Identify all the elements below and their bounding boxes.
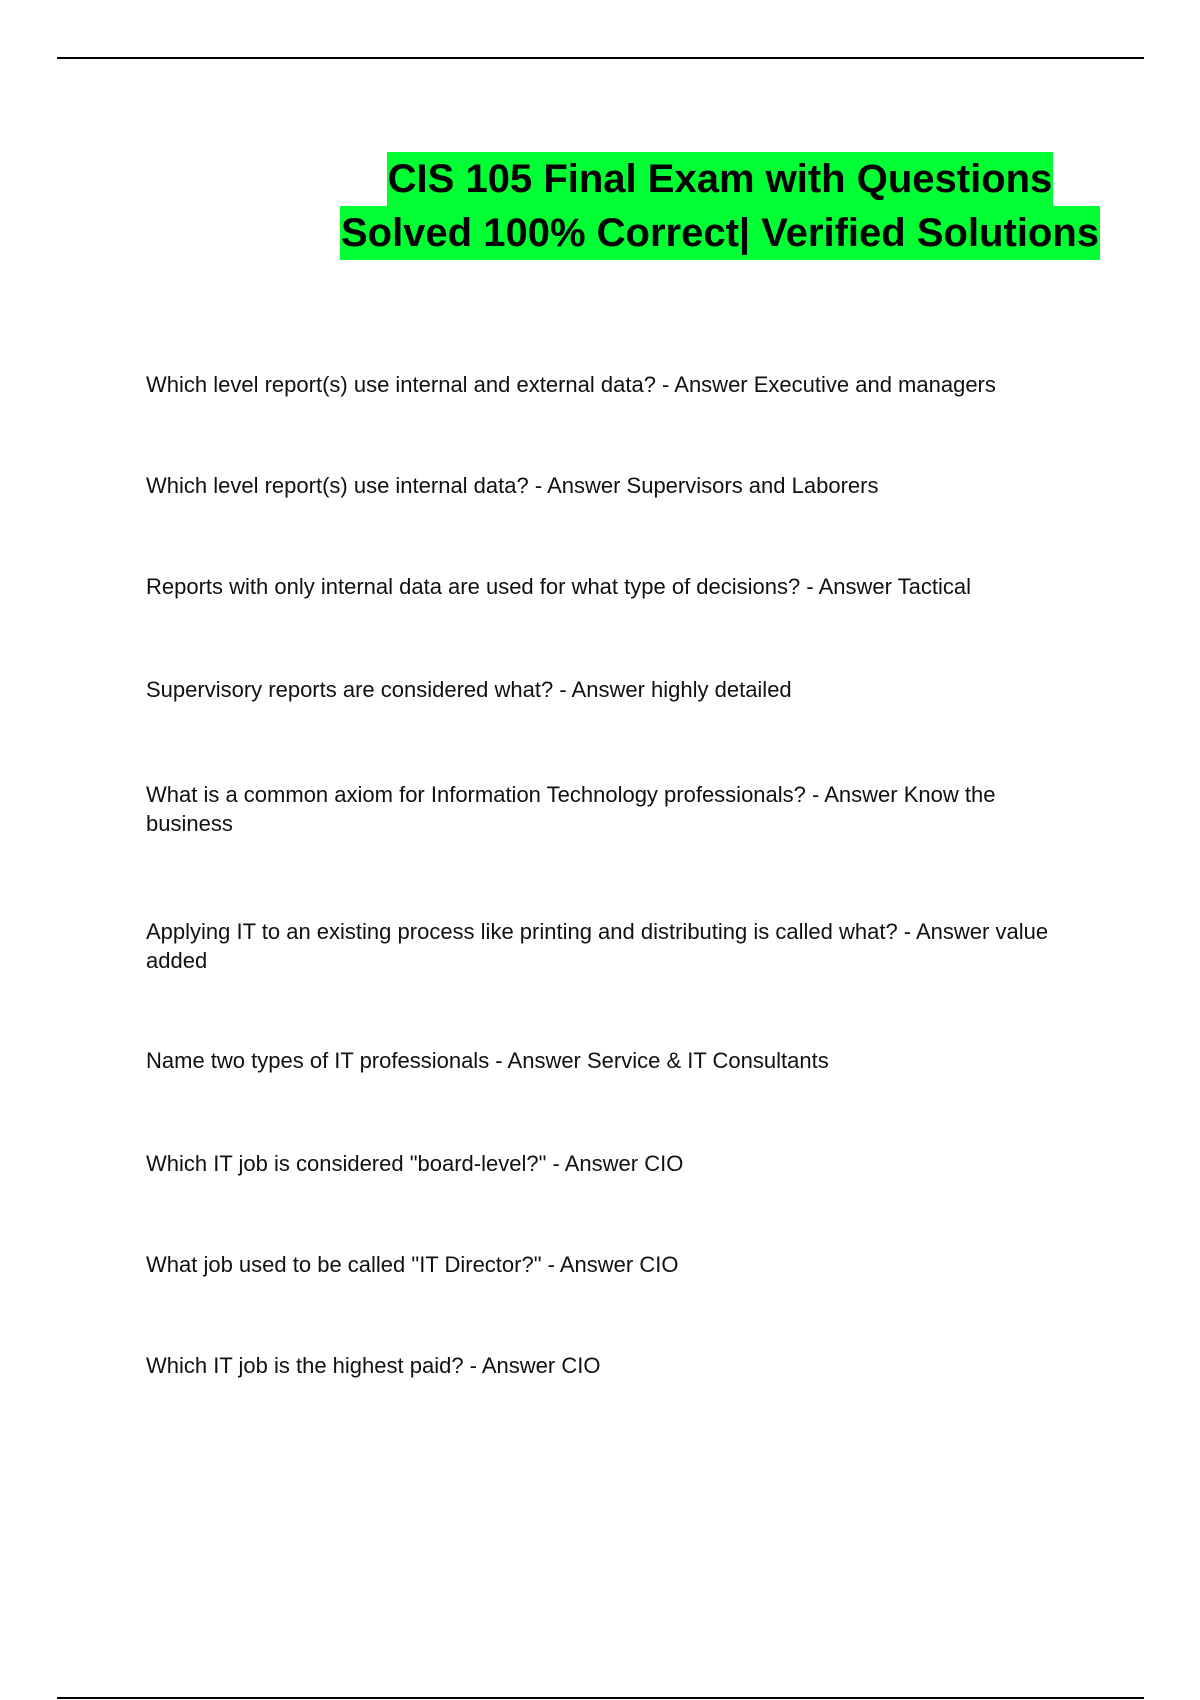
qa-item-3: Reports with only internal data are used for what type of decisions? - Answer Tactical bbox=[146, 574, 972, 599]
document-title bbox=[300, 152, 1140, 260]
qa-item-2: Which level report(s) use internal data? - Answer Supervisors and Laborers bbox=[146, 473, 879, 498]
qa-item-10: Which IT job is the highest paid? - Answer CIO bbox=[146, 1353, 601, 1378]
bottom-rule bbox=[57, 1697, 1144, 1699]
qa-item-7: Name two types of IT professionals - Answer Service & IT Consultants bbox=[146, 1048, 829, 1073]
title-line-1: CIS 105 Final Exam with Questions bbox=[387, 152, 1054, 206]
qa-item-5: What is a common axiom for Information Technology professionals? - Answer Know the business bbox=[146, 782, 996, 836]
qa-item-4: Supervisory reports are considered what? - Answer highly detailed bbox=[146, 677, 792, 702]
qa-item-1: Which level report(s) use internal and external data? - Answer Executive and managers bbox=[146, 372, 996, 397]
title-line-2: Solved 100% Correct| Verified Solutions bbox=[340, 206, 1100, 260]
top-rule bbox=[57, 57, 1144, 59]
qa-item-6: Applying IT to an existing process like printing and distributing is called what? - Answer value added bbox=[146, 919, 1049, 973]
qa-item-8: Which IT job is considered "board-level?" - Answer CIO bbox=[146, 1151, 684, 1176]
qa-item-9: What job used to be called "IT Director?" - Answer CIO bbox=[146, 1252, 679, 1277]
